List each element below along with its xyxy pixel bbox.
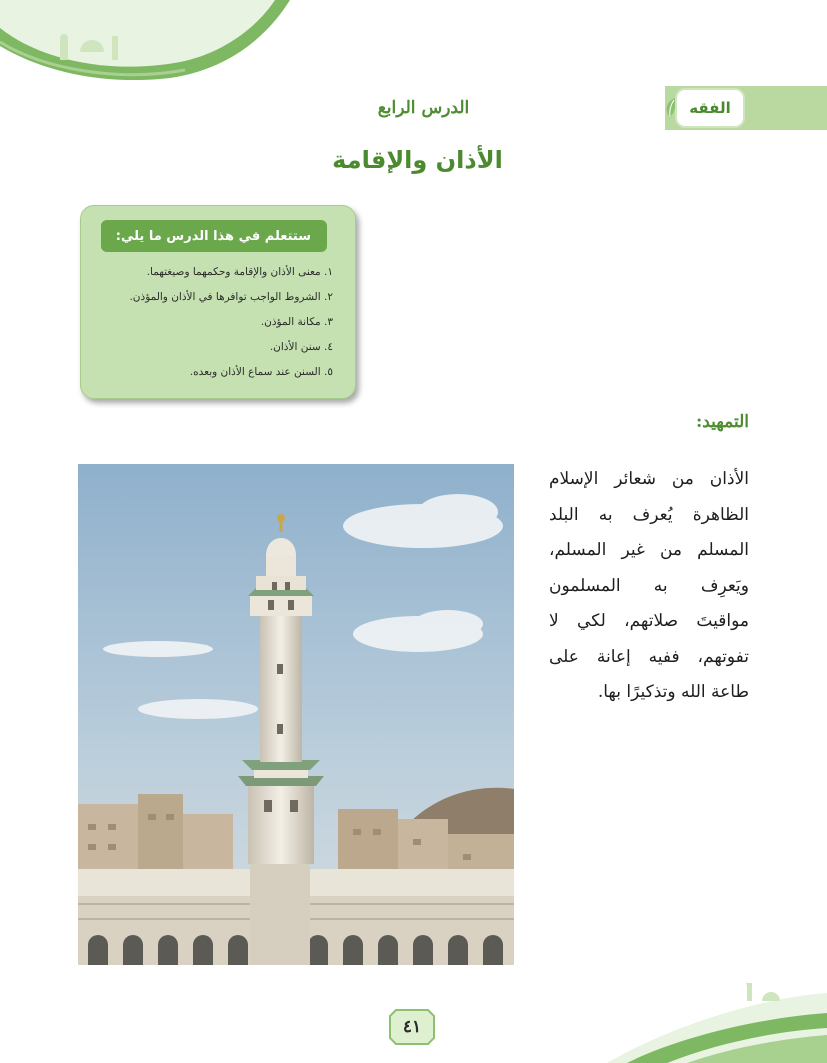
intro-line: مواقيتَ صلاتهم، لكي لا: [549, 611, 749, 631]
objective-item: ٥. السنن عند سماع الأذان وبعده.: [189, 366, 333, 378]
intro-paragraph: [549, 462, 749, 711]
bottom-decorative-banner: [607, 983, 827, 1063]
top-decorative-banner: [0, 0, 290, 80]
intro-line: ويَعرِف به المسلمون: [549, 575, 749, 596]
objective-item: ١. معنى الأذان والإقامة وحكمهما وصيغتهما.: [146, 266, 333, 278]
intro-heading: التمهيد:: [695, 412, 749, 432]
subject-label: الفقه: [677, 90, 743, 126]
objectives-list: [97, 262, 333, 387]
lesson-number: الدرس الرابع: [377, 98, 470, 118]
intro-line: تفوتهم، ففيه إعانة على: [549, 646, 749, 667]
objective-item: ٢. الشروط الواجب توافرها في الأذان والمؤذن.: [129, 291, 333, 303]
page-number: ٤١: [402, 1017, 422, 1037]
intro-line: طاعة الله وتذكيرًا بها.: [597, 682, 749, 702]
learning-objectives-box: [80, 205, 356, 399]
objective-item: ٤. سنن الأذان.: [269, 341, 333, 353]
lesson-title: الأذان والإقامة: [332, 146, 503, 174]
objective-item: ٣. مكانة المؤذن.: [260, 316, 333, 328]
intro-line: المسلم من غير المسلم،: [549, 540, 749, 560]
minaret-photo: [78, 464, 514, 965]
intro-line: الظاهرة يُعرف به البلد: [549, 504, 749, 525]
page-number-badge: [388, 1006, 436, 1048]
mosque-silhouette-icon: [746, 983, 780, 1001]
objectives-header: ستتعلم في هذا الدرس ما يلي:: [101, 220, 327, 252]
intro-line: الأذان من شعائر الإسلام: [549, 469, 749, 489]
